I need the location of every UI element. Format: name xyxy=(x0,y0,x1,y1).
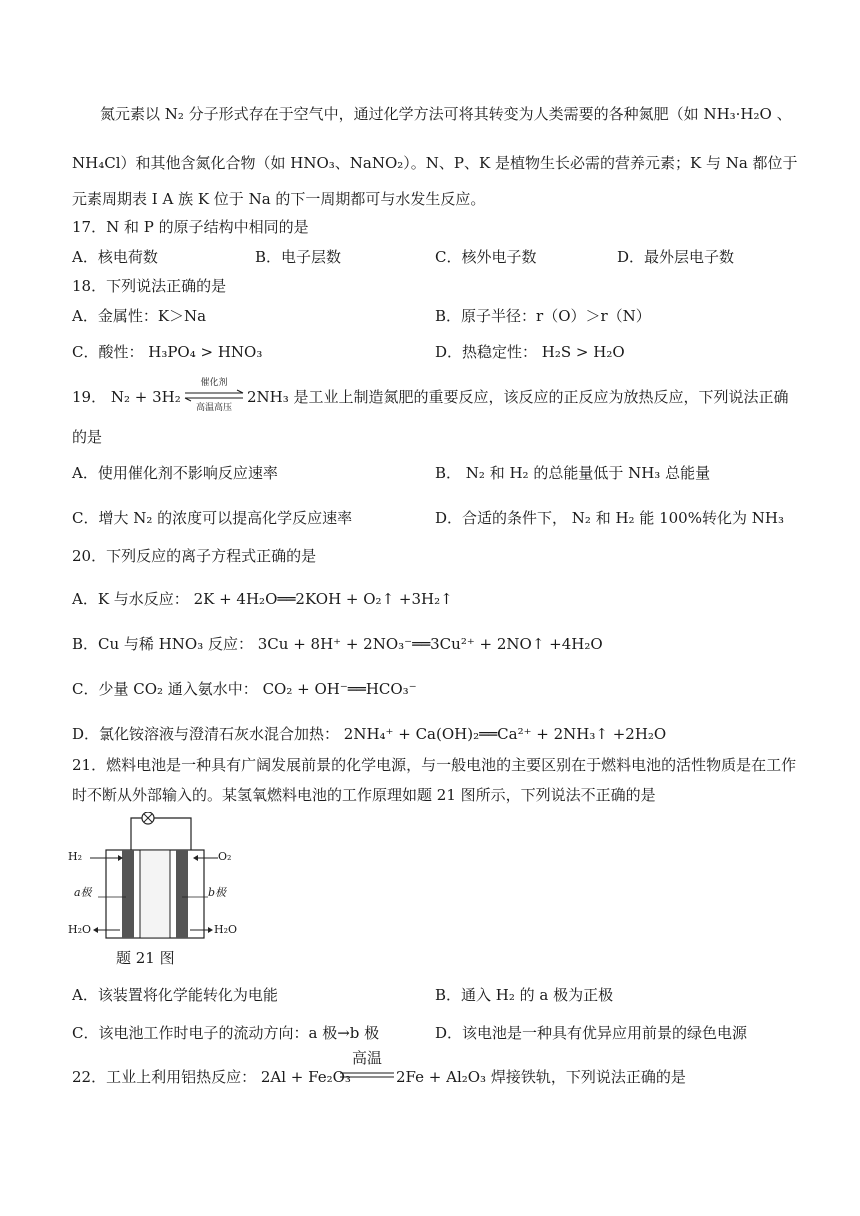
q18-option-a: A．金属性：K＞Na xyxy=(72,307,207,325)
q20-option-a: A．K 与水反应： 2K + 4H₂O══2KOH + O₂↑ +3H₂↑ xyxy=(72,590,453,608)
q18-stem: 18．下列说法正确的是 xyxy=(72,277,227,295)
double-equal-sign-icon xyxy=(340,1071,394,1079)
q17-option-b: B．电子层数 xyxy=(255,248,342,266)
q22-reactants: 22．工业上利用铝热反应： 2Al + Fe₂O₃ xyxy=(72,1068,351,1086)
q21-option-c: C．该电池工作时电子的流动方向：a 极→b 极 xyxy=(72,1024,380,1042)
q19-reactants: 19． N₂ + 3H₂ xyxy=(72,388,181,406)
arrow-condition-bottom: 高温高压 xyxy=(195,403,232,413)
q17-option-c: C．核外电子数 xyxy=(435,248,537,266)
q18-option-d: D．热稳定性： H₂S > H₂O xyxy=(435,343,625,361)
fig-o2-in-label: O₂ xyxy=(218,850,232,863)
q20-option-c: C．少量 CO₂ 通入氨水中： CO₂ + OH⁻══HCO₃⁻ xyxy=(72,680,417,698)
q20-option-d: D．氯化铵溶液与澄清石灰水混合加热： 2NH₄⁺ + Ca(OH)₂══Ca²⁺ + 2NH₃↑ +2H₂O xyxy=(72,725,667,743)
q21-option-d: D．该电池是一种具有优异应用前景的绿色电源 xyxy=(435,1024,748,1042)
intro-line-1: 氮元素以 N₂ 分子形式存在于空气中，通过化学方法可将其转变为人类需要的各种氮肥（如 NH₃·H₂O 、 xyxy=(100,105,792,123)
q19-options-row1 xyxy=(0,462,860,484)
intro-line-2: NH₄Cl）和其他含氮化合物（如 HNO₃、NaNO₂）。N、P、K 是植物生长必需的营养元素；K 与 Na 都位于 xyxy=(72,154,798,172)
fig-h2o-right-label: H₂O xyxy=(214,923,238,936)
q19-option-c: C．增大 N₂ 的浓度可以提高化学反应速率 xyxy=(72,509,353,527)
q19-options-row2 xyxy=(0,507,860,529)
arrow-condition-top: 催化剂 xyxy=(200,378,228,388)
q18-options-row2 xyxy=(0,341,860,363)
q20-stem: 20．下列反应的离子方程式正确的是 xyxy=(72,547,317,565)
q17-option-d: D．最外层电子数 xyxy=(617,248,735,266)
q21-stem-line-2: 时不断从外部输入的。某氢氧燃料电池的工作原理如题 21 图所示，下列说法不正确的是 xyxy=(72,786,656,804)
q19-option-b: B． N₂ 和 H₂ 的总能量低于 NH₃ 总能量 xyxy=(435,464,711,482)
q22-condition-label: 高温 xyxy=(351,1049,382,1067)
equilibrium-arrow-icon xyxy=(183,389,245,403)
q20-option-b: B．Cu 与稀 HNO₃ 反应： 3Cu + 8H⁺ + 2NO₃⁻══3Cu²⁺ + 2NO↑ +4H₂O xyxy=(72,635,603,653)
q18-option-b: B．原子半径：r（O）＞r（N） xyxy=(435,307,651,325)
fuel-cell-diagram xyxy=(68,812,238,942)
q19-option-d: D．合适的条件下， N₂ 和 H₂ 能 100%转化为 NH₃ xyxy=(435,509,784,527)
q21-option-a: A．该装置将化学能转化为电能 xyxy=(72,986,278,1004)
q19-stem-line-2: 的是 xyxy=(72,428,103,446)
q21-option-b: B．通入 H₂ 的 a 极为正极 xyxy=(435,986,614,1004)
q18-options-row1 xyxy=(0,305,860,327)
fig-a-pole-label: a极 xyxy=(74,886,92,899)
q21-stem-line-1: 21．燃料电池是一种具有广阔发展前景的化学电源，与一般电池的主要区别在于燃料电池的活性物质是在工作 xyxy=(72,756,797,774)
fig-b-pole-label: b极 xyxy=(208,886,227,899)
q18-option-c: C．酸性： H₃PO₄ > HNO₃ xyxy=(72,343,263,361)
fig-h2-in-label: H₂ xyxy=(68,850,83,863)
fig-caption: 题 21 图 xyxy=(116,949,175,967)
q17-stem: 17．N 和 P 的原子结构中相同的是 xyxy=(72,218,309,236)
q17-options xyxy=(0,246,860,268)
q21-options-row1 xyxy=(0,984,860,1006)
q19-stem-line-1 xyxy=(0,378,860,413)
q17-option-a: A．核电荷数 xyxy=(72,248,158,266)
q19-products: 2NH₃ 是工业上制造氮肥的重要反应，该反应的正反应为放热反应，下列说法正确 xyxy=(247,388,789,406)
q22-condition-sign xyxy=(340,1050,394,1086)
fig-h2o-left-label: H₂O xyxy=(68,923,92,936)
q22-products: 2Fe + Al₂O₃ 焊接铁轨，下列说法正确的是 xyxy=(396,1068,686,1086)
q22-stem xyxy=(0,1049,860,1088)
reversible-arrow xyxy=(183,378,245,418)
q19-option-a: A．使用催化剂不影响反应速率 xyxy=(72,464,278,482)
intro-line-3: 元素周期表 Ⅰ A 族 K 位于 Na 的下一周期都可与水发生反应。 xyxy=(72,190,486,208)
fuel-cell-figure xyxy=(68,812,238,942)
q21-options-row2 xyxy=(0,1022,860,1044)
